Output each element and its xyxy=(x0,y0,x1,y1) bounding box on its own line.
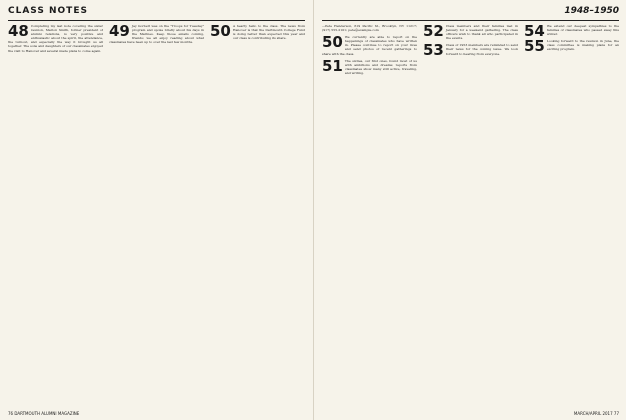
class-year-number: 50 xyxy=(322,33,343,52)
class-note-text: We extend our deepest sympathies to the families of classmates who passed away this winter. xyxy=(546,24,619,37)
column-1 xyxy=(8,24,103,406)
class-year-number: 52 xyxy=(423,24,444,40)
section-title: CLASS NOTES xyxy=(8,6,88,16)
column-1 xyxy=(322,24,417,406)
class-year-number: 49 xyxy=(109,24,130,40)
class-note-text: Jay Gorbett was on the "Troops for Tuesday" program and spoke briefly about his days in the Marines. Keep those emails coming, friends; we all enjoy reading about what classmates have been up to over the last few months. xyxy=(109,24,204,45)
class-year-number: 48 xyxy=(8,24,29,40)
column-2 xyxy=(109,24,204,406)
class-note-entry xyxy=(322,56,417,75)
page-header xyxy=(322,6,619,21)
class-note-entry xyxy=(524,37,619,56)
class-note-text: A hearty hello to the class. The news from Hanover is that the Dartmouth College Fund is doing better than expected this year and our class is contributing its share. xyxy=(232,24,305,41)
class-note-entry xyxy=(524,24,619,40)
left-columns xyxy=(8,24,305,406)
class-note-entry xyxy=(423,24,518,40)
column-2 xyxy=(423,24,518,406)
class-note-text: The sixties, our first ones, found most of us with ambitions and dreams; reports from classmates show many still active, traveling, and writing. xyxy=(344,58,417,75)
class-year-number: 51 xyxy=(322,56,343,75)
page-header xyxy=(8,6,305,21)
column-3 xyxy=(524,24,619,406)
class-note-text: Completing my last note covering the sister reunion, Marion Smith, former president of alumni relations, is very positive and enthusiastic about the spirit, the attendance, the turnout, and especially the way it brought us all together. The sons and daughters of our classmates enjoyed the visit to Hanover and several made plans to come again. xyxy=(8,24,103,53)
class-note-entry xyxy=(210,24,305,40)
class-note-text: Class of 1953 members are reminded to send their news for the coming issue. We look forward to hearing from everyone. xyxy=(445,43,518,56)
page-footer: 76 DARTMOUTH ALUMNI MAGAZINE xyxy=(8,411,80,416)
class-note-entry xyxy=(8,24,103,53)
class-year-number: 54 xyxy=(524,24,545,40)
page-footer: MARCH/APRIL 2017 77 xyxy=(573,411,619,416)
class-year-number: 53 xyxy=(423,41,444,60)
class-note-entry xyxy=(109,24,204,44)
right-page xyxy=(313,0,626,420)
column-3 xyxy=(210,24,305,406)
class-note-text: We currently are able to report on the happenings of classmates who have written in. Please continue to report on your lives and send photos of recent gatherings to share with the class. xyxy=(322,35,417,56)
class-year-number: 50 xyxy=(210,24,231,40)
class-note-entry xyxy=(322,24,417,32)
right-columns xyxy=(322,24,619,406)
class-note-text: Class members and their families met in January for a weekend gathering. The class officers wish to thank all who participated in the events. xyxy=(445,24,518,41)
class-note-entry xyxy=(423,41,518,60)
class-year-number: 55 xyxy=(524,37,545,56)
class-note-entry xyxy=(322,35,417,55)
class-note-text: Looking forward to the reunion in June, the class committee is making plans for an exciting program. xyxy=(546,39,619,52)
class-note-text: —Pete Henderson, 619 Pacific St., Brooklyn, NY 11217; (917) 555-2101; pete@example.com xyxy=(322,24,417,33)
class-years-range: 1948–1950 xyxy=(564,6,619,16)
